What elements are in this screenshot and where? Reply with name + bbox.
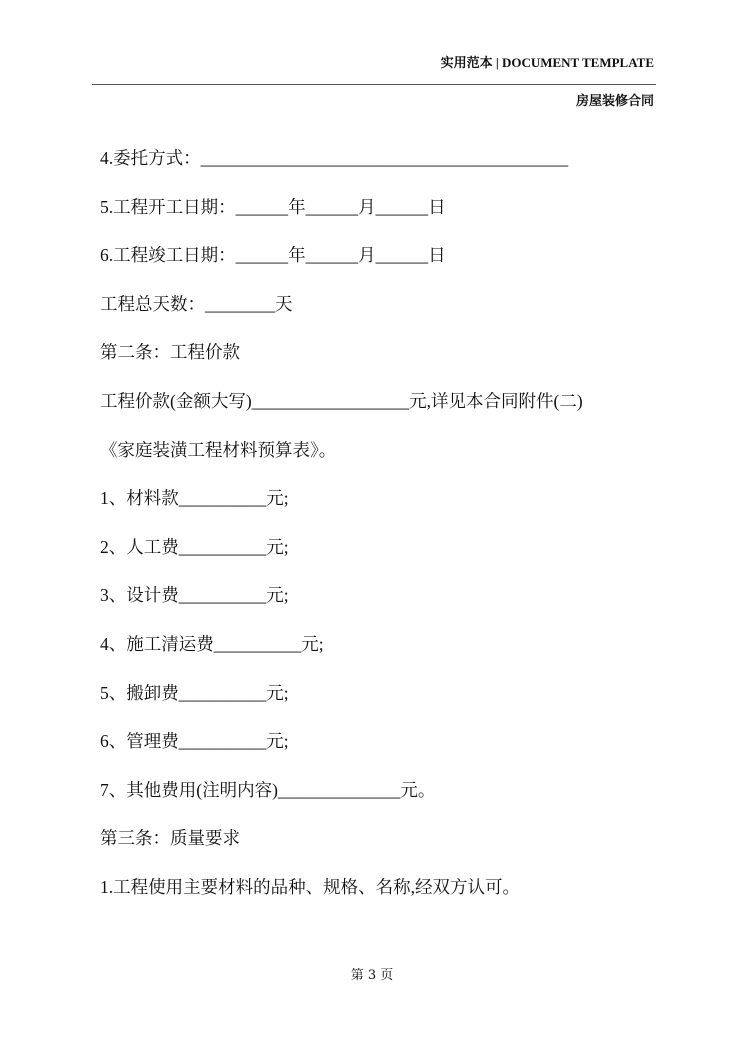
paragraph-line: 3、设计费__________元; [100,585,289,606]
paragraph-line: 5、搬卸费__________元; [100,682,289,703]
header-divider [92,84,656,85]
paragraph-line: 2、人工费__________元; [100,536,289,557]
paragraph-line: 第二条：工程价款 [100,342,240,363]
paragraph-line: 《家庭装潢工程材料预算表》。 [100,439,337,460]
page-number: 第 3 页 [350,968,394,983]
paragraph-line: 第三条：质量要求 [100,828,240,849]
paragraph-line: 4.委托方式：__________________________________________ [100,148,569,168]
paragraph-line: 5.工程开工日期：______年______月______日 [100,196,446,217]
paragraph-line: 工程总天数：________天 [100,293,293,314]
paragraph-line: 1.工程使用主要材料的品种、规格、名称,经双方认可。 [100,877,520,897]
header-subtitle: 房屋装修合同 [575,94,654,109]
paragraph-line: 6.工程竣工日期：______年______月______日 [100,245,446,266]
header-title: 实用范本 | DOCUMENT TEMPLATE [440,55,654,70]
paragraph-line: 1、材料款__________元; [100,488,289,509]
paragraph-line: 7、其他费用(注明内容)______________元。 [100,779,436,800]
paragraph-line: 4、施工清运费__________元; [100,634,324,654]
paragraph-line: 6、管理费__________元; [100,731,289,752]
paragraph-line: 工程价款(金额大写)__________________元,详见本合同附件(二) [100,391,583,411]
